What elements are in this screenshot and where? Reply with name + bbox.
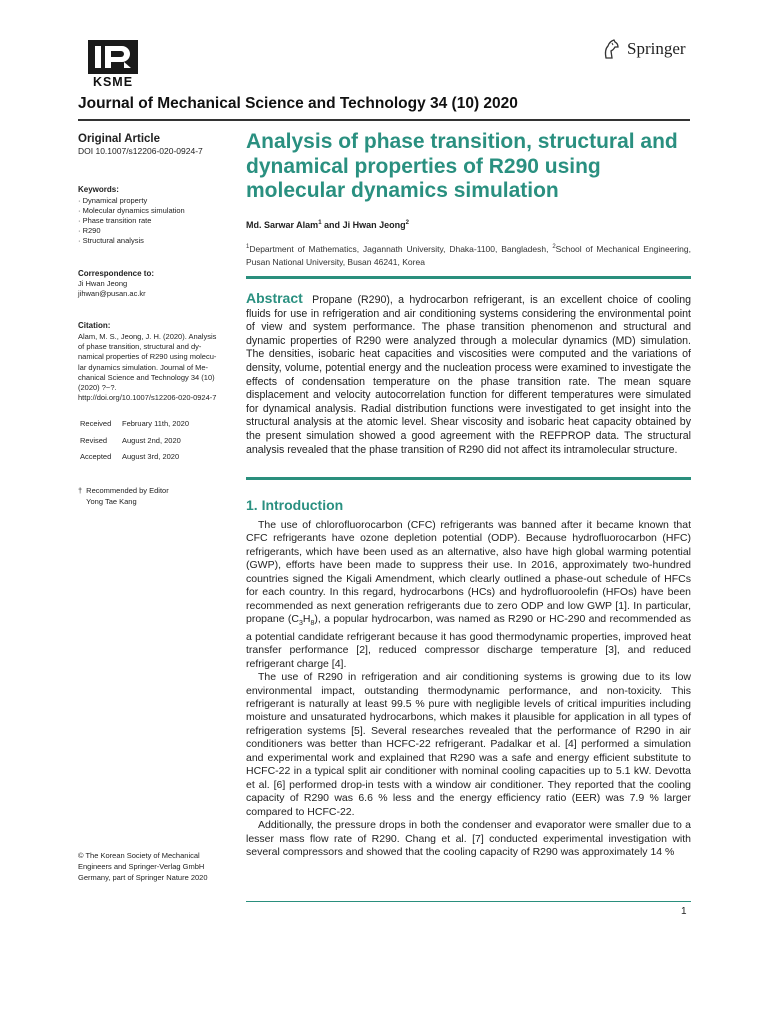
citation-line: chanical Science and Technology 34 (10) (78, 372, 215, 382)
citation-text (78, 332, 228, 403)
keyword-item: · Phase transition rate (78, 215, 152, 225)
page-number: 1 (681, 906, 687, 917)
date-value: February 11th, 2020 (122, 419, 189, 429)
citation-line: (2020) ?~?. (78, 382, 117, 392)
paragraph-text: The use of chlorofluorocarbon (CFC) refrigerants was banned after it became known that CFC refrigerants have ozone depletion potential (ODP). Because hydrofluorocarbon (HFC) refrigerants, which have been used as an alternative, also have high global warming potential (GWP), efforts have been made to suppress their use. In 2016, approximately two-hundred countries signed the Kigali Amendment, which clearly outlined a phase-out schedule of HFCs for each country. In this regard, hydrocarbons (HCs) and hydrofluoroolefin (HFOs) have been recommended as next generation refrigerants due to zero ODP and low GWP [1]. In particular, propane (C (246, 519, 691, 626)
author-name: Ji Hwan Jeong (342, 220, 406, 230)
date-value: August 3rd, 2020 (122, 452, 180, 462)
date-row-accepted (80, 450, 189, 465)
abstract-text: Propane (R290), a hydrocarbon refrigerant, is an excellent choice of cooling fluids for use in refrigeration and air conditioning systems considering the environmental point of view and system performance. The phase transition phenomenon and structural and dynamic properties of R290 were analyzed through a molecular dynamics (MD) simulation. The densities, isobaric heat capacities and viscosities were computed and the variations of density, volume, potential energy and the nucleation process were examined to investigate the effects of condensation temperature on the phase transition rate. The mean square displacement and velocity autocorrelation function for different temperatures were simulated for dynamical analysis. Radial distribution functions were investigated to get insight into the structural analysis at the atomic level. Shear viscosity and isobaric heat capacity obtained by the present simulation showed a good agreement with the REFPROP data. The structural analysis revealed that the phase transition of R290 did not affect its intramolecular structure. (246, 294, 691, 456)
keyword-item: · Structural analysis (78, 236, 144, 246)
keywords-label: Keywords: (78, 185, 119, 194)
introduction-body (246, 519, 691, 859)
affiliation-2: School of Mechanical Engineering, Pusan National University, Busan 46241, Korea (246, 243, 691, 267)
recommended-editor: Yong Tae Kang (86, 496, 137, 506)
recommended-label: Recommended by Editor (86, 485, 169, 495)
author-affil-sup: 1 (318, 220, 322, 226)
affil-sup: 2 (552, 244, 556, 250)
paragraph-text: H (302, 613, 311, 626)
date-label: Revised (80, 435, 108, 445)
header-rule (78, 119, 690, 121)
keywords-list (78, 196, 228, 247)
date-value: August 2nd, 2020 (122, 435, 181, 445)
author-conjunction: and (321, 220, 343, 230)
affil-sup: 1 (246, 244, 250, 250)
ksme-logo (88, 40, 138, 89)
citation-doi-link[interactable]: http://doi.org/10.1007/s12206-020-0924-7 (78, 393, 217, 403)
paragraph: Additionally, the pressure drops in both the condenser and evaporator were smaller due to a lesser mass flow rate of R290. Chang et al. [7] conducted experimental investigation with several compressors and showed that the cooling capacity of R290 was approximately 14 % (246, 819, 691, 858)
paragraph-text: ), a popular hydrocarbon, was named as R290 or HC-290 and recommended as a potential candidate refrigerant because it has good thermodynamic properties, improved heat transfer performance [2], reduced compressor discharge temperature [3], and reduced refrigerant charge [4]. (246, 613, 691, 670)
springer-name: Springer (627, 39, 686, 58)
doi: DOI 10.1007/s12206-020-0924-7 (78, 146, 203, 156)
recommended-by (78, 485, 228, 507)
keyword-item: · R290 (78, 226, 101, 236)
abstract (246, 290, 691, 457)
citation-line: of phase transition, structural and dy- (78, 342, 202, 352)
correspondence-label: Correspondence to: (78, 268, 155, 278)
affiliations (246, 241, 691, 269)
correspondence-email[interactable]: jihwan@pusan.ac.kr (78, 289, 146, 299)
copyright-line: © The Korean Society of Mechanical (78, 851, 200, 860)
article-title: Analysis of phase transition, structural and dynamical properties of R290 using molecular dynamics simulation (246, 130, 678, 202)
journal-title: Journal of Mechanical Science and Technology 34 (10) 2020 (78, 95, 518, 112)
abstract-heading: Abstract (246, 290, 303, 306)
citation-line: Alam, M. S., Jeong, J. H. (2020). Analysis (78, 331, 217, 341)
author-list (246, 220, 409, 230)
article-dates (78, 415, 191, 467)
citation-line: namical properties of R290 using molecu- (78, 352, 217, 362)
abstract-top-rule (246, 276, 691, 279)
subscript: 8 (310, 620, 315, 628)
ksme-logo-mark (88, 40, 138, 74)
springer-horse-icon (600, 38, 622, 60)
abstract-bottom-rule (246, 477, 691, 480)
dagger-mark: † (78, 485, 83, 495)
author-affil-sup: 2 (405, 220, 409, 226)
copyright-line: Germany, part of Springer Nature 2020 (78, 873, 208, 882)
paragraph (246, 519, 691, 671)
article-type: Original Article (78, 133, 161, 145)
section-heading-introduction: 1. Introduction (246, 497, 344, 513)
keyword-item: · Dynamical property (78, 195, 148, 205)
date-label: Received (80, 419, 112, 429)
copyright-notice (78, 850, 228, 883)
citation-line: lar dynamics simulation. Journal of Me- (78, 362, 209, 372)
affiliation-1: Department of Mathematics, Jagannath University, Dhaka-1100, Bangladesh, (249, 243, 553, 254)
date-row-received (80, 417, 189, 432)
paragraph: The use of R290 in refrigeration and air conditioning systems is growing due to its low environmental impact, outstanding thermodynamic performance, and non-toxicity. This refrigerant is naturally at least 99.5 % pure with negligible levels of critical impurities including moisture and unsaturated hydrocarbons, which makes it plausible for application in all types of refrigeration systems [5]. Several researches revealed that the performance of R290 in air conditioners was better than HCFC-22 refrigerant. Padalkar et al. [4] performed a simulation and experimental work and explained that R290 was a safe and energy efficient substitute to HCFC-22 in a typical split air conditioner with nominal cooling capacities up to 5.1 kW. Devotta et al. [6] performed drop-in tests with a window air conditioner. They reported that the cooling capacity of R290 was 6.6 % less and the energy efficiency ratio (EER) was 7.9 % larger compared to HCFC-22. (246, 671, 691, 818)
correspondence-name: Ji Hwan Jeong (78, 279, 128, 289)
footer-rule (246, 901, 691, 902)
article-sidebar (78, 132, 228, 507)
copyright-line: Engineers and Springer-Verlag GmbH (78, 862, 205, 871)
citation-label: Citation: (78, 321, 111, 331)
date-label: Accepted (80, 452, 112, 462)
date-row-revised (80, 434, 189, 449)
author-name: Md. Sarwar Alam (246, 220, 319, 230)
keyword-item: · Molecular dynamics simulation (78, 205, 185, 215)
ksme-logo-text: KSME (92, 75, 134, 89)
subscript: 3 (298, 620, 303, 628)
springer-logo (600, 38, 686, 60)
